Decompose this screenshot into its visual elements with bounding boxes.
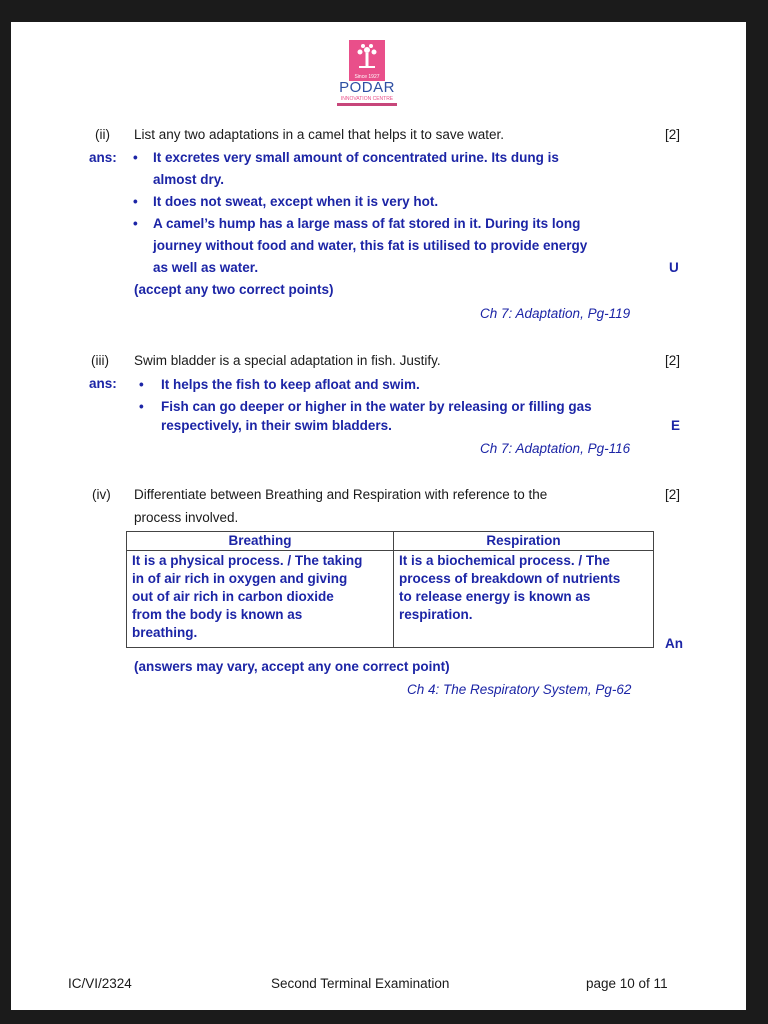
question-text: List any two adaptations in a camel that helps it to save water. xyxy=(134,127,504,142)
question-number: (iii) xyxy=(91,353,109,368)
answer-line: almost dry. xyxy=(153,172,225,187)
table-header: Breathing xyxy=(127,532,394,551)
cell-line: respiration. xyxy=(399,607,473,622)
marks: [2] xyxy=(665,487,681,502)
bullet-icon: • xyxy=(133,216,138,231)
answer-line: A camel’s hump has a large mass of fat stored in it. During its long xyxy=(153,216,581,231)
ans-label: ans: xyxy=(89,376,117,391)
footer-page-number: page 10 of 11 xyxy=(586,976,668,991)
answer-note: (accept any two correct points) xyxy=(134,282,334,297)
table-cell-breathing xyxy=(127,551,394,648)
answer-line: It helps the fish to keep afloat and swim. xyxy=(161,377,420,392)
bullet-icon: • xyxy=(133,194,138,209)
category-tag: An xyxy=(665,636,683,651)
question-text-line: process involved. xyxy=(134,510,239,525)
answer-line: as well as water. xyxy=(153,260,259,275)
question-text: Swim bladder is a special adaptation in fish. Justify. xyxy=(134,353,441,368)
answer-line: It does not sweat, except when it is very hot. xyxy=(153,194,439,209)
table-header: Respiration xyxy=(394,532,654,551)
marks: [2] xyxy=(665,353,681,368)
cell-line: to release energy is known as xyxy=(399,589,591,604)
answer-line: It excretes very small amount of concentrated urine. Its dung is xyxy=(153,150,559,165)
exam-page xyxy=(11,22,746,1010)
tree-icon xyxy=(349,40,385,74)
cell-line: from the body is known as xyxy=(132,607,303,622)
podar-logo xyxy=(329,38,405,112)
answer-note: (answers may vary, accept any one correct point) xyxy=(134,659,450,674)
cell-line: process of breakdown of nutrients xyxy=(399,571,621,586)
footer-exam-title: Second Terminal Examination xyxy=(271,976,450,991)
chapter-reference: Ch 7: Adaptation, Pg-119 xyxy=(480,306,631,321)
table-row xyxy=(127,551,654,648)
question-number: (ii) xyxy=(95,127,110,142)
cell-line: It is a physical process. / The taking xyxy=(132,553,363,568)
chapter-reference: Ch 4: The Respiratory System, Pg-62 xyxy=(407,682,632,697)
answer-line: journey without food and water, this fat is utilised to provide energy xyxy=(153,238,588,253)
cell-line: It is a biochemical process. / The xyxy=(399,553,610,568)
logo-subtitle: INNOVATION CENTRE xyxy=(340,96,394,102)
footer-code: IC/VI/2324 xyxy=(68,976,132,991)
cell-line: breathing. xyxy=(132,625,198,640)
logo-since: Since 1927 xyxy=(349,74,385,81)
cell-line: out of air rich in carbon dioxide xyxy=(132,589,334,604)
category-tag: U xyxy=(669,260,679,275)
question-number: (iv) xyxy=(92,487,111,502)
category-tag: E xyxy=(671,418,681,433)
answer-line: Fish can go deeper or higher in the water by releasing or filling gas xyxy=(161,399,592,414)
bullet-icon: • xyxy=(133,150,138,165)
table-cell-respiration xyxy=(394,551,654,648)
comparison-table xyxy=(126,531,654,648)
bullet-icon: • xyxy=(139,377,144,392)
logo-tagline-bar xyxy=(337,103,397,106)
bullet-icon: • xyxy=(139,399,144,414)
logo-name: PODAR xyxy=(339,79,395,96)
answer-line: respectively, in their swim bladders. xyxy=(161,418,392,433)
question-text-line: Differentiate between Breathing and Respiration with reference to the xyxy=(134,487,548,502)
chapter-reference: Ch 7: Adaptation, Pg-116 xyxy=(480,441,631,456)
table-header-row xyxy=(127,532,654,551)
marks: [2] xyxy=(665,127,681,142)
cell-line: in of air rich in oxygen and giving xyxy=(132,571,348,586)
ans-label: ans: xyxy=(89,150,117,165)
